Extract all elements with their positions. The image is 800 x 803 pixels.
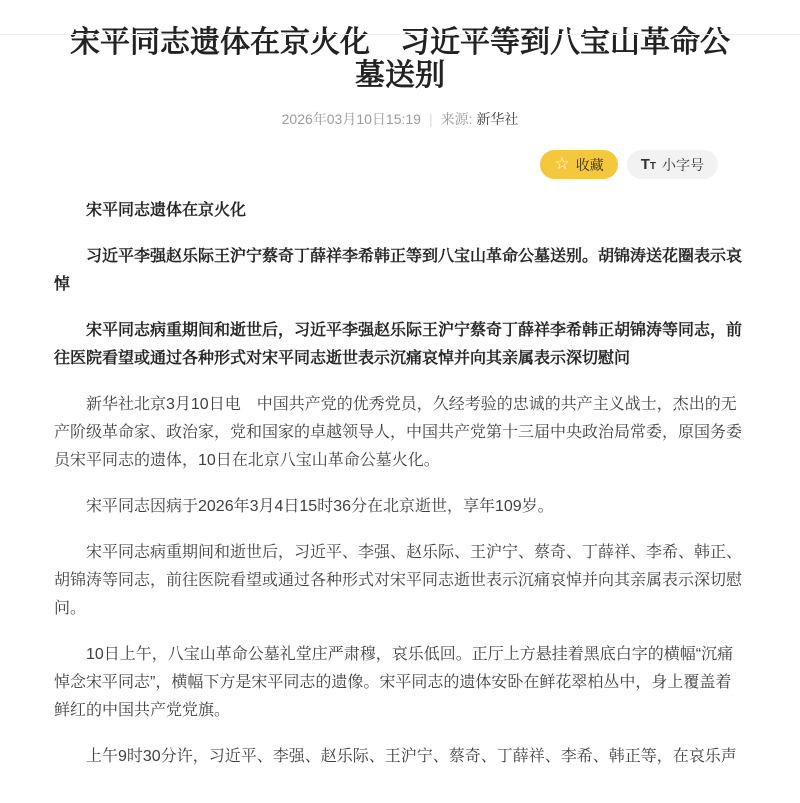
article-paragraph: 宋平同志病重期间和逝世后，习近平李强赵乐际王沪宁蔡奇丁薛祥李希韩正胡锦涛等同志，前往医院看望或通过各种形式对宋平同志逝世表示沉痛哀悼并向其亲属表示深切慰问 — [54, 322, 743, 367]
article-toolbar — [0, 150, 718, 179]
article-meta — [0, 110, 800, 129]
article-body — [54, 197, 746, 771]
font-size-label: 小字号 — [662, 156, 704, 173]
publish-datetime: 2026年03月10日15:19 — [281, 111, 421, 127]
meta-separator: | — [428, 111, 433, 127]
article-paragraph: 上午9时30分许，习近平、李强、赵乐际、王沪宁、蔡奇、丁薛祥、李希、韩正等，在哀乐声 — [86, 748, 737, 765]
article-page — [0, 26, 800, 771]
font-size-icon: T T — [640, 156, 656, 173]
article-paragraph: 宋平同志因病于2026年3月4日15时36分在北京逝世，享年109岁。 — [86, 498, 554, 515]
article-paragraph: 宋平同志病重期间和逝世后，习近平、李强、赵乐际、王沪宁、蔡奇、丁薛祥、李希、韩正、胡锦涛等同志，前往医院看望或通过各种形式对宋平同志逝世表示沉痛哀悼并向其亲属表示深切慰问。 — [54, 544, 743, 617]
favorite-label: 收藏 — [575, 156, 604, 173]
page-title: 宋平同志遗体在京火化 习近平等到八宝山革命公墓送别 — [70, 26, 730, 92]
star-icon: ☆ — [554, 154, 570, 173]
article-paragraph: 10日上午，八宝山革命公墓礼堂庄严肃穆，哀乐低回。正厅上方悬挂着黑底白字的横幅“沉痛悼念宋平同志”，横幅下方是宋平同志的遗像。宋平同志的遗体安卧在鲜花翠柏丛中，身上覆盖着鲜红的中国共产党党旗。 — [54, 646, 734, 719]
article-paragraph: 宋平同志遗体在京火化 — [86, 202, 247, 219]
favorite-button[interactable] — [540, 150, 617, 179]
article-paragraph: 习近平李强赵乐际王沪宁蔡奇丁薛祥李希韩正等到八宝山革命公墓送别。胡锦涛送花圈表示哀悼 — [54, 248, 743, 293]
font-size-button[interactable] — [627, 150, 718, 179]
source-link[interactable]: 新华社 — [476, 111, 519, 127]
top-divider — [0, 34, 800, 35]
source-label: 来源: — [440, 111, 473, 127]
article-paragraph: 新华社北京3月10日电 中国共产党的优秀党员，久经考验的忠诚的共产主义战士，杰出的无产阶级革命家、政治家，党和国家的卓越领导人，中国共产党第十三届中央政治局常委，原国务委员宋平同志的遗体，10日在北京八宝山革命公墓火化。 — [54, 396, 743, 469]
